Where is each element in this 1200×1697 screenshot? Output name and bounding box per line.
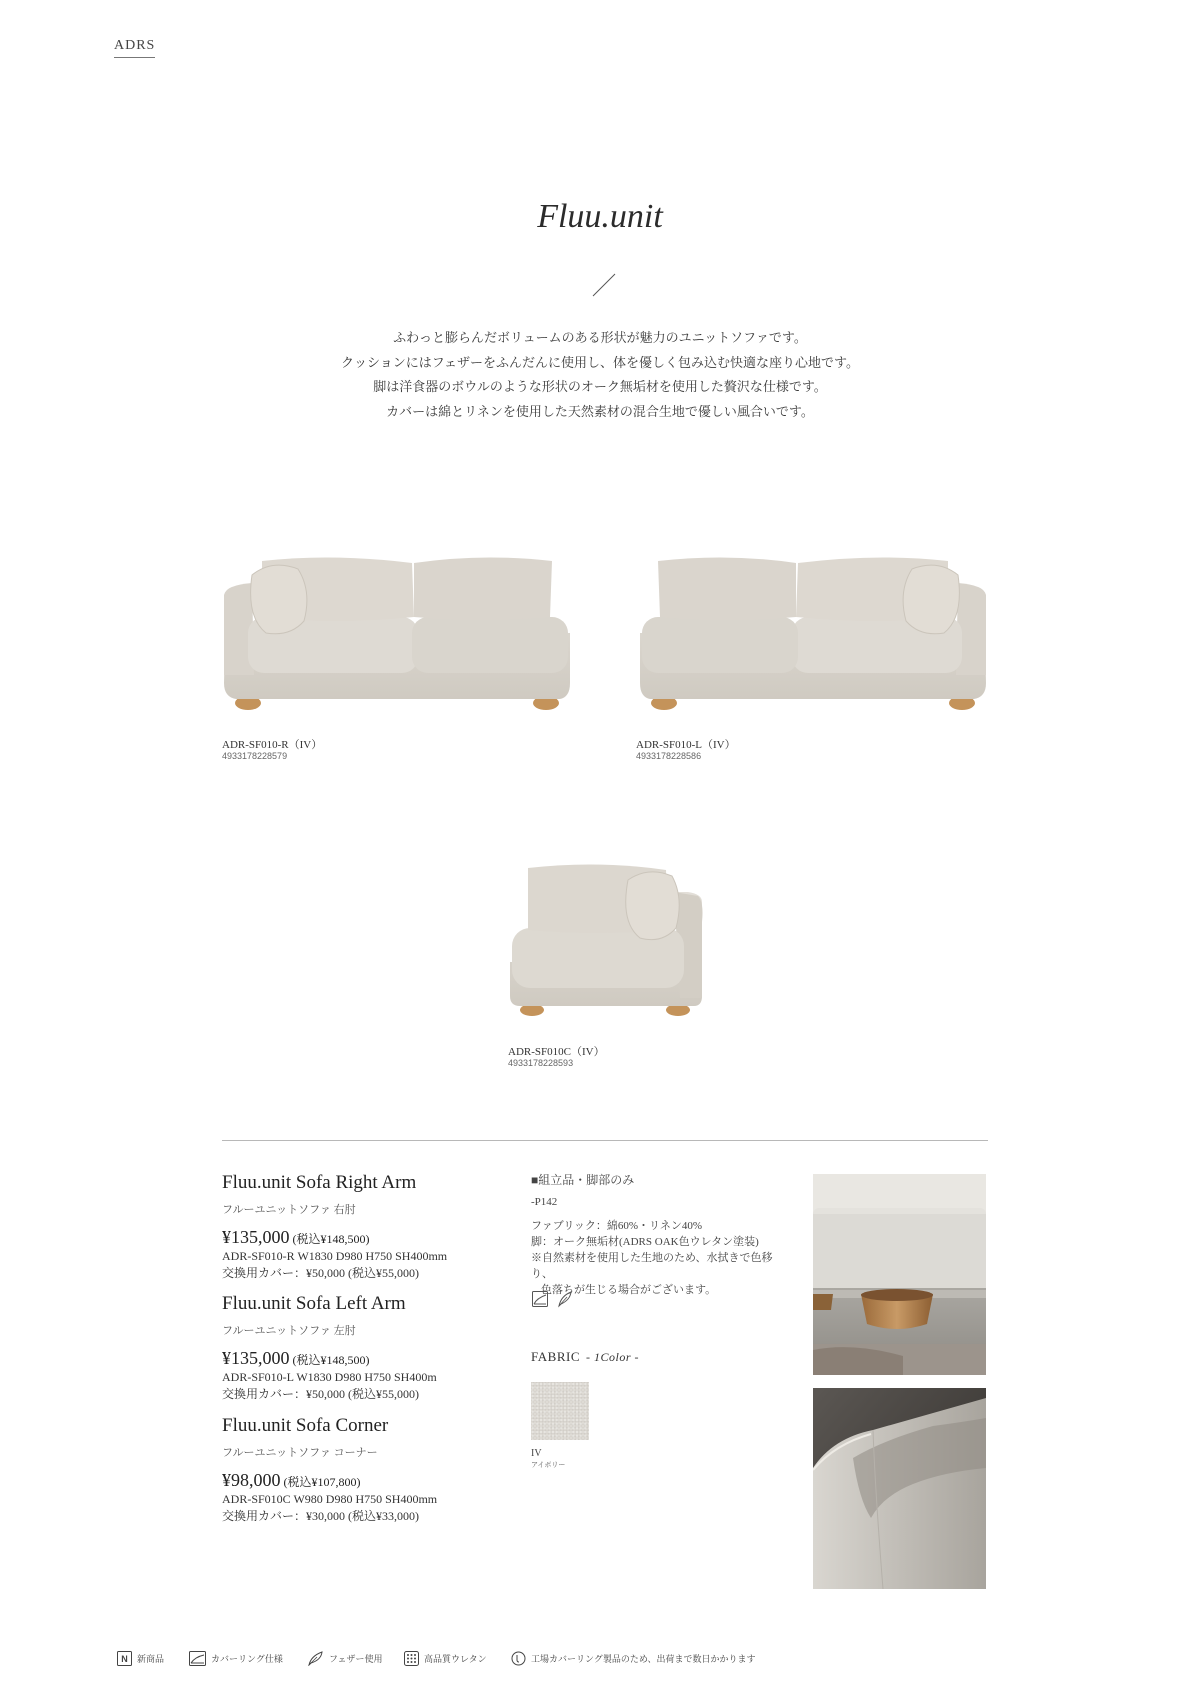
product-description — [0, 326, 1200, 424]
legend-label: 新商品 — [137, 1654, 165, 1664]
price-tax: (税込¥107,800) — [283, 1475, 361, 1489]
item-right-arm — [222, 1172, 522, 1282]
price-value: ¥135,000 — [222, 1227, 290, 1247]
item-spec: ADR-SF010-L W1830 D980 H750 SH400m — [222, 1370, 437, 1384]
factory-icon — [511, 1651, 526, 1666]
feather-icon — [556, 1290, 574, 1308]
product-code: ADR-SF010C（IV） — [508, 1046, 605, 1058]
care-note: 色落ちが生じる場合がございます。 — [541, 1284, 717, 1296]
item-cover-price: 交換用カバー：¥50,000 (税込¥55,000) — [222, 1266, 419, 1280]
description-line: クッションにはフェザーをふんだんに使用し、体を優しく包み込む快適な座り心地です。 — [340, 354, 860, 370]
item-name: Fluu.unit Sofa Left Arm — [222, 1293, 406, 1314]
brand-logo: ADRS — [114, 38, 155, 58]
legend-label: カバーリング仕様 — [211, 1654, 283, 1664]
item-corner — [222, 1415, 522, 1525]
page-title: Fluu.unit — [537, 198, 663, 235]
product-code: ADR-SF010-L（IV） — [636, 739, 736, 751]
item-name-jp: フルーユニットソファ 左肘 — [222, 1325, 356, 1337]
item-spec: ADR-SF010-R W1830 D980 H750 SH400mm — [222, 1249, 448, 1263]
svg-text:N: N — [121, 1654, 128, 1664]
product-image-corner — [508, 862, 704, 1022]
swatch-code: IV — [531, 1448, 542, 1459]
legend-feather — [307, 1651, 383, 1666]
fabric-heading — [531, 1349, 639, 1365]
feature-icons — [531, 1290, 574, 1308]
legend-label: 高品質ウレタン — [424, 1654, 487, 1664]
new-product-icon — [117, 1651, 132, 1666]
legend-label: フェザー使用 — [329, 1654, 383, 1664]
fabric-spec: ファブリック：綿60%・リネン40% — [531, 1220, 703, 1232]
swatch-name: アイボリー — [531, 1461, 566, 1469]
product-jan: 4933178228593 — [508, 1058, 574, 1068]
legend-label: 工場カバーリング製品のため、出荷まで数日かかります — [531, 1654, 756, 1664]
price-tax: (税込¥148,500) — [292, 1232, 370, 1246]
description-line: 脚は洋食器のボウルのような形状のオーク無垢材を使用した贅沢な仕様です。 — [373, 379, 827, 394]
legend-factory — [511, 1651, 755, 1666]
legend-urethane — [404, 1651, 487, 1666]
price-value: ¥98,000 — [222, 1470, 281, 1490]
item-name-jp: フルーユニットソファ 右肘 — [222, 1204, 356, 1216]
item-name-jp: フルーユニットソファ コーナー — [222, 1447, 378, 1459]
item-price — [222, 1348, 522, 1369]
item-name: Fluu.unit Sofa Corner — [222, 1415, 389, 1436]
item-price — [222, 1227, 522, 1248]
feather-icon — [307, 1651, 324, 1666]
assembly-note: ■組立品・脚部のみ — [531, 1173, 635, 1187]
detail-photo-fabric — [813, 1388, 986, 1589]
description-line: ふわっと膨らんだボリュームのある形状が魅力のユニットソファです。 — [393, 330, 807, 345]
leg-spec: 脚：オーク無垢材(ADRS OAK色ウレタン塗装) — [531, 1236, 759, 1248]
item-cover-price: 交換用カバー：¥50,000 (税込¥55,000) — [222, 1387, 419, 1401]
fabric-swatch — [531, 1382, 589, 1440]
item-spec: ADR-SF010C W980 D980 H750 SH400mm — [222, 1492, 438, 1506]
urethane-icon — [404, 1651, 419, 1666]
price-value: ¥135,000 — [222, 1348, 290, 1368]
price-tax: (税込¥148,500) — [292, 1353, 370, 1367]
item-name: Fluu.unit Sofa Right Arm — [222, 1172, 417, 1193]
product-jan: 4933178228579 — [222, 751, 288, 761]
detail-info — [531, 1172, 791, 1298]
cover-icon — [531, 1290, 549, 1308]
section-divider — [222, 1140, 988, 1141]
product-jan: 4933178228586 — [636, 751, 702, 761]
slash-divider — [589, 270, 619, 300]
legend-covering — [189, 1651, 283, 1666]
care-note: ※自然素材を使用した生地のため、水拭きで色移り、 — [531, 1252, 773, 1280]
fabric-label: FABRIC — [531, 1349, 580, 1364]
product-image-right-arm — [222, 555, 574, 715]
legend-new — [117, 1651, 164, 1666]
description-line: カバーは綿とリネンを使用した天然素材の混合生地で優しい風合いです。 — [386, 403, 814, 419]
item-cover-price: 交換用カバー：¥30,000 (税込¥33,000) — [222, 1509, 419, 1523]
fabric-count: - 1Color - — [586, 1350, 639, 1364]
detail-photo-legs — [813, 1174, 986, 1375]
item-left-arm — [222, 1293, 522, 1403]
covering-icon — [189, 1651, 206, 1666]
page-reference: -P142 — [531, 1196, 558, 1208]
item-price — [222, 1470, 522, 1491]
product-image-left-arm — [636, 555, 988, 715]
product-code: ADR-SF010-R（IV） — [222, 739, 323, 751]
